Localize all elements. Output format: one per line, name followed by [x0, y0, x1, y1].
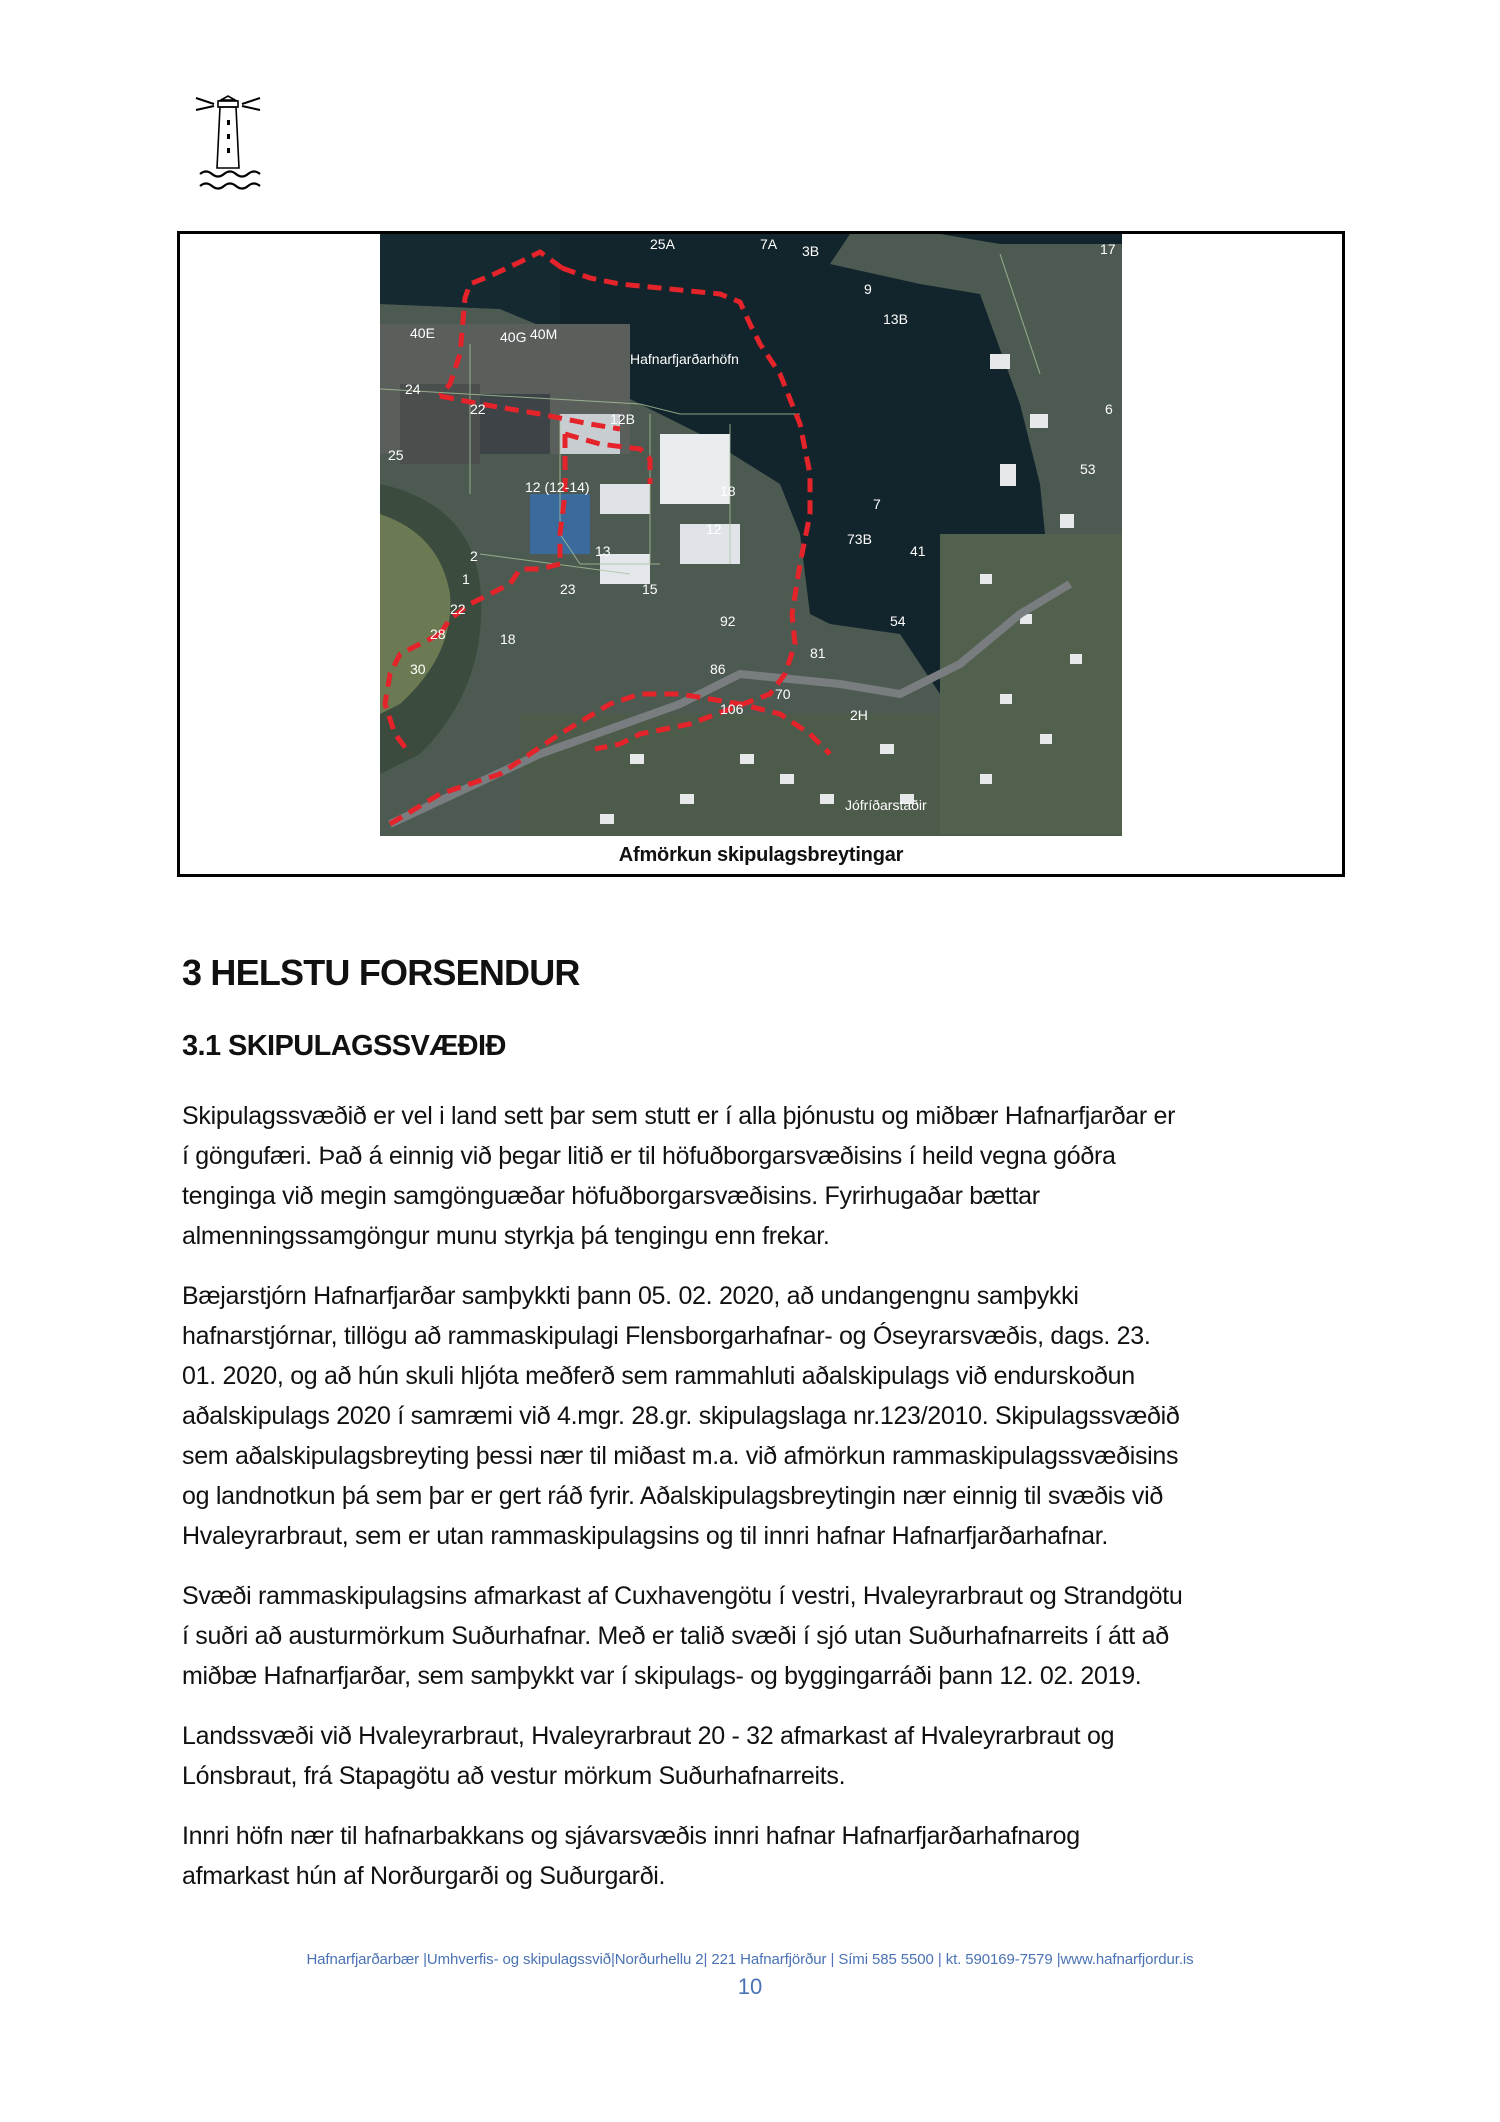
- svg-text:1: 1: [462, 571, 470, 587]
- svg-text:18: 18: [720, 483, 736, 499]
- body-paragraph-1: Skipulagssvæðið er vel i land sett þar sem stutt er í alla þjónustu og miðbær Hafnarfjarðar er í göngufæri. Það á einnig við þegar litið er til höfuðborgarsvæðisins í heild vegna góðra tenginga við megin samgönguæðar höfuðborgarsvæðisins. Fyrirhugaðar bættar almenningssamgöngur munu styrkja þá tengingu enn frekar.: [182, 1102, 1176, 1250]
- subsection-title: 3.1 SKIPULAGSSVÆÐIÐ: [182, 1030, 506, 1062]
- svg-text:40M: 40M: [530, 326, 558, 342]
- svg-text:2H: 2H: [850, 707, 868, 723]
- svg-text:22: 22: [470, 401, 486, 417]
- svg-text:7: 7: [873, 496, 881, 512]
- svg-text:18: 18: [500, 631, 516, 647]
- body-paragraph-2: Bæjarstjórn Hafnarfjarðar samþykkti þann 05. 02. 2020, að undangengnu samþykki hafnarstjórnar, tillögu að rammaskipulagi Flensborgarhafnar- og Óseyrarsvæðis, dags. 23. 01. 2020, og að hún skuli hljóta meðferð sem rammahluti aðalskipulags við endurskoðun aðalskipulags 2020 í samræmi við 4.mgr. 28.gr. skipulagslaga nr.123/2010. Skipulagssvæðið sem aðalskipulagsbreyting þessi nær til miðast m.a. við afmörkun rammaskipulagssvæðisins og landnotkun þá sem þar er gert ráð fyrir. Aðalskipulagsbreytingin nær einnig til svæðis við Hvaleyrarbraut, sem er utan rammaskipulagsins og til innri hafnar Hafnarfjarðarhafnar.: [182, 1282, 1180, 1550]
- svg-text:17: 17: [1100, 241, 1116, 257]
- svg-text:22: 22: [450, 601, 466, 617]
- svg-text:24: 24: [405, 381, 421, 397]
- svg-text:53: 53: [1080, 461, 1096, 477]
- map-label: 40E: [410, 325, 435, 341]
- svg-text:7A: 7A: [760, 236, 778, 252]
- section-title: 3 HELSTU FORSENDUR: [182, 952, 580, 993]
- body-paragraph-4: Landssvæði við Hvaleyrarbraut, Hvaleyrarbraut 20 - 32 afmarkast af Hvaleyrarbraut og Lónsbraut, frá Stapagötu að vestur mörkum Suðurhafnarreits.: [182, 1722, 1115, 1790]
- map-figure: [177, 231, 1345, 877]
- svg-text:3B: 3B: [802, 243, 820, 259]
- svg-text:86: 86: [710, 661, 726, 677]
- svg-text:41: 41: [910, 543, 926, 559]
- svg-text:Jófríðarstaðir: Jófríðarstaðir: [845, 797, 927, 813]
- body-paragraph-3: Svæði rammaskipulagsins afmarkast af Cuxhavengötu í vestri, Hvaleyrarbraut og Strandgötu í suðri að austurmörkum Suðurhafnar. Með er talið svæði í sjó utan Suðurhafnarreits í átt að miðbæ Hafnarfjarðar, sem samþykkt var í skipulags- og byggingarráði þann 12. 02. 2019.: [182, 1582, 1183, 1690]
- svg-text:70: 70: [775, 686, 791, 702]
- body-paragraph-5: Innri höfn nær til hafnarbakkans og sjávarsvæðis innri hafnar Hafnarfjarðarhafnarog afmarkast hún af Norðurgarði og Suðurgarði.: [182, 1822, 1080, 1890]
- svg-text:73B: 73B: [847, 531, 872, 547]
- svg-text:54: 54: [890, 613, 906, 629]
- svg-text:15: 15: [642, 581, 658, 597]
- svg-text:13: 13: [595, 543, 611, 559]
- lighthouse-icon: [188, 88, 268, 192]
- svg-text:12B: 12B: [610, 411, 635, 427]
- page-number: 10: [737, 1974, 763, 1999]
- svg-text:40G: 40G: [500, 329, 527, 345]
- svg-text:106: 106: [720, 701, 744, 717]
- page-footer: Hafnarfjarðarbær |Umhverfis- og skipulagssvið|Norðurhellu 2| 221 Hafnarfjörður | Sími 585 5500 | kt. 590169-7579 |www.hafnarfjordur.is: [306, 1951, 1194, 1968]
- svg-text:25A: 25A: [650, 236, 675, 252]
- svg-text:23: 23: [560, 581, 576, 597]
- svg-text:28: 28: [430, 626, 446, 642]
- svg-text:92: 92: [720, 613, 736, 629]
- aerial-map: [380, 234, 1122, 836]
- figure-caption: Afmörkun skipulagsbreytingar: [618, 844, 904, 866]
- svg-text:30: 30: [410, 661, 426, 677]
- svg-text:6: 6: [1105, 401, 1113, 417]
- svg-text:81: 81: [810, 645, 826, 661]
- svg-text:9: 9: [864, 281, 872, 297]
- svg-text:Hafnarfjarðarhöfn: Hafnarfjarðarhöfn: [630, 351, 739, 367]
- svg-text:13B: 13B: [883, 311, 908, 327]
- svg-text:12 (12-14): 12 (12-14): [525, 479, 590, 495]
- svg-text:25: 25: [388, 447, 404, 463]
- svg-text:12: 12: [706, 521, 722, 537]
- svg-text:2: 2: [470, 548, 478, 564]
